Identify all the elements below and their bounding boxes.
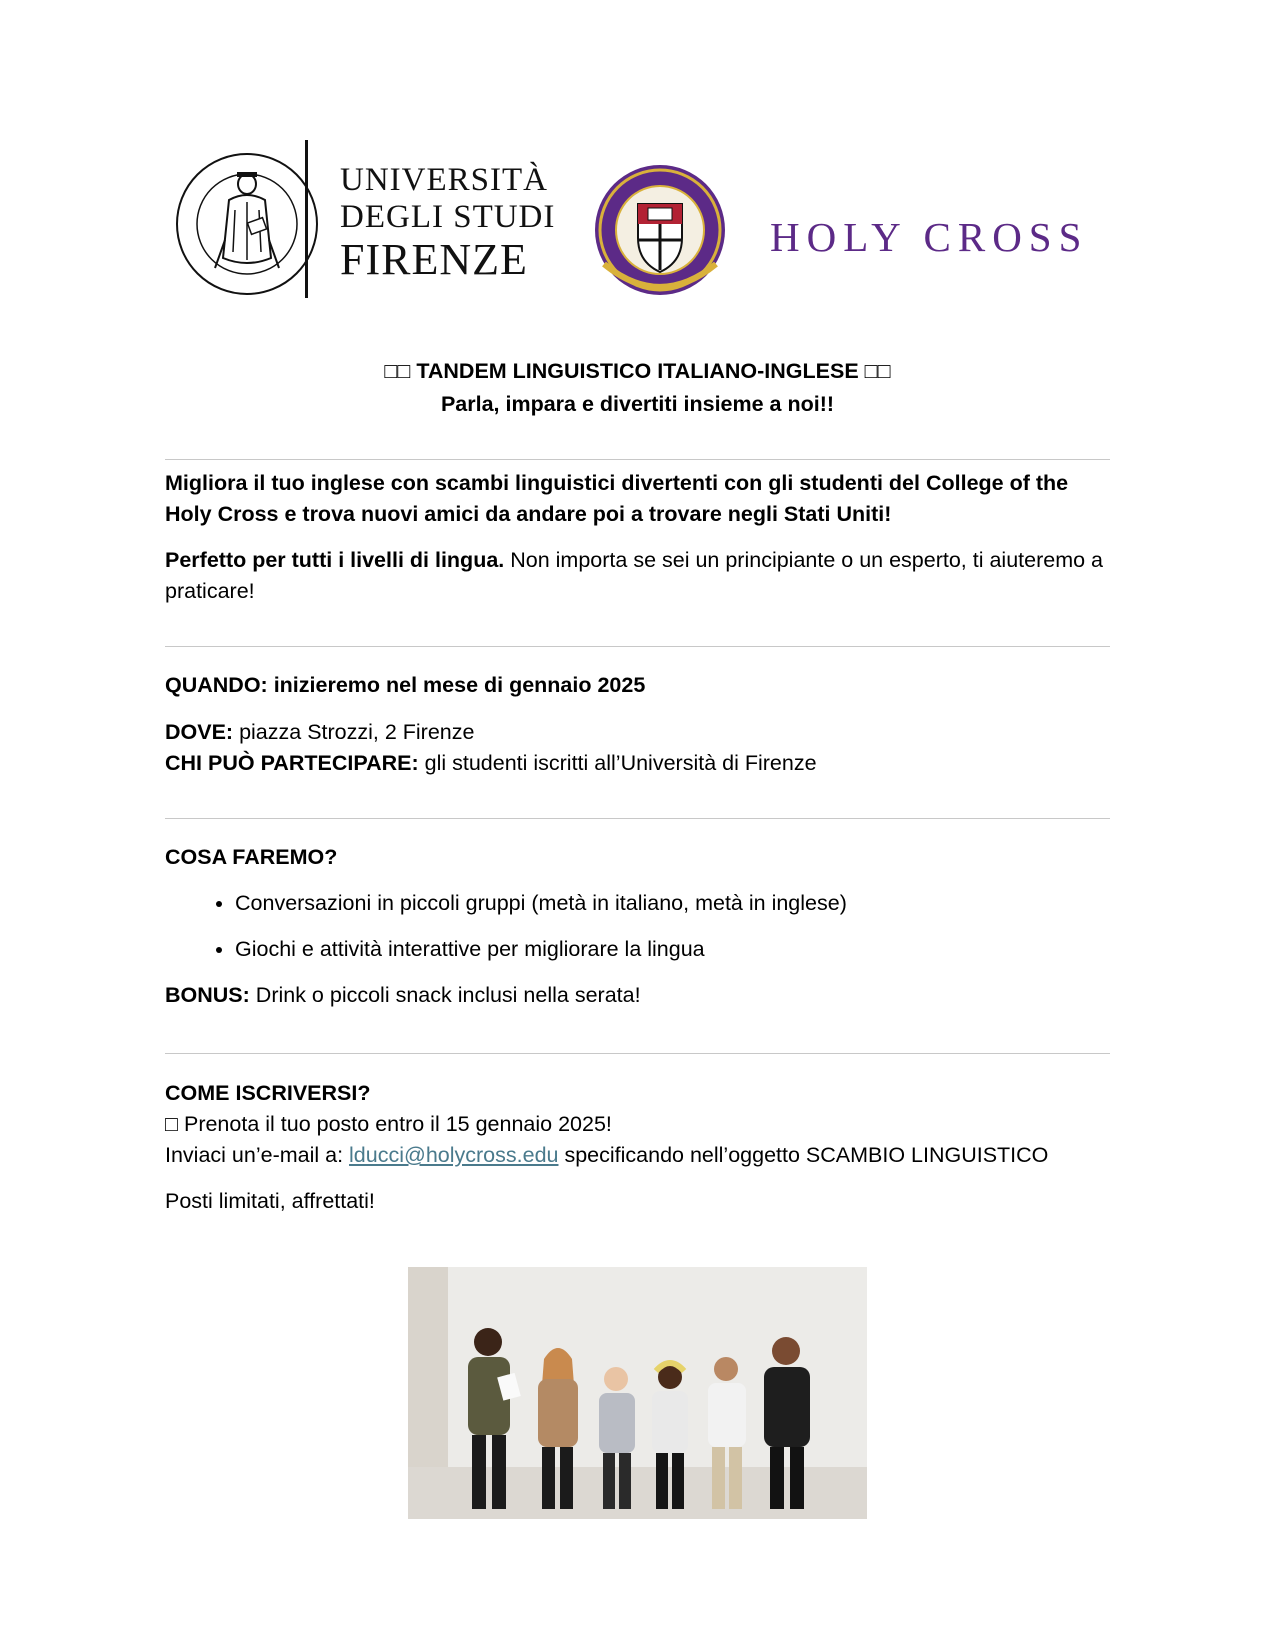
calendar-icon: □ (165, 1112, 178, 1136)
levels-text: Non importa se sei un principiante o un esperto, ti aiuteremo a praticare! (165, 548, 1104, 603)
deadline-line (165, 1109, 1110, 1140)
email-line (165, 1140, 1110, 1171)
activities-heading: COSA FAREMO? (165, 845, 338, 869)
who-value: gli studenti iscritti all’Università di Firenze (418, 751, 817, 775)
divider (165, 818, 1110, 819)
page-subtitle: Parla, impara e divertiti insieme a noi!! (440, 392, 835, 416)
bonus-line (165, 980, 1110, 1011)
students-illustration (408, 1267, 867, 1519)
list-item: • Giochi e attività interattive per migliorare la lingua (235, 934, 1110, 965)
where-value: piazza Strozzi, 2 Firenze (233, 720, 475, 744)
signup-heading: COME ISCRIVERSI? (165, 1081, 371, 1105)
activities-section (165, 842, 1110, 1011)
unifi-name-line: DEGLI STUDI (340, 199, 556, 235)
list-item: • Conversazioni in piccoli gruppi (metà in italiano, metà in inglese) (235, 888, 1110, 919)
holy-cross-seal-icon (590, 160, 740, 310)
divider (165, 646, 1110, 647)
unifi-name-line: UNIVERSITÀ (340, 162, 548, 198)
unifi-name (340, 162, 555, 284)
activities-list (165, 888, 1110, 965)
who-line (165, 748, 1110, 779)
divider (165, 1053, 1110, 1054)
levels-paragraph (165, 545, 1110, 607)
when-label: QUANDO: (165, 673, 268, 697)
when-value: inizieremo nel mese di gennaio 2025 (267, 673, 646, 697)
where-line (165, 717, 1110, 748)
intro-paragraph: Migliora il tuo inglese con scambi linguistici divertenti con gli studenti del College of the Holy Cross e trova nuovi amici da andare poi a trovare negli Stati Uniti! (165, 471, 1069, 526)
page-title (165, 355, 1110, 388)
flag-icon: □□ (384, 359, 411, 383)
email-suffix: specificando nell’oggetto SCAMBIO LINGUISTICO (558, 1143, 1049, 1167)
flag-icon: □□ (864, 359, 891, 383)
divider (165, 459, 1110, 460)
bonus-label: BONUS: (165, 983, 250, 1007)
who-label: CHI PUÒ PARTECIPARE: (165, 751, 419, 775)
holy-cross-seal-text (590, 160, 591, 161)
levels-bold: Perfetto per tutti i livelli di lingua. (165, 548, 505, 572)
unifi-seal-text (165, 140, 166, 141)
intro-section (165, 468, 1110, 607)
unifi-seal-icon (165, 140, 335, 308)
bonus-value: Drink o piccoli snack inclusi nella serata! (249, 983, 641, 1007)
signup-section (165, 1078, 1110, 1217)
closing-line: Posti limitati, affrettati! (165, 1189, 375, 1213)
unifi-divider (305, 140, 308, 298)
holy-cross-name: HOLY CROSS (770, 214, 1089, 260)
unifi-name-line: FIRENZE (340, 235, 528, 284)
title-text: TANDEM LINGUISTICO ITALIANO-INGLESE (416, 359, 859, 383)
students-photo (408, 1267, 867, 1519)
email-prefix: Inviaci un’e-mail a: (165, 1143, 350, 1167)
deadline-text: Prenota il tuo posto entro il 15 gennaio 2025! (178, 1112, 612, 1136)
where-label: DOVE: (165, 720, 234, 744)
details-section (165, 670, 1110, 779)
when-line (165, 670, 1110, 701)
email-link[interactable]: lducci@holycross.edu (349, 1143, 559, 1167)
